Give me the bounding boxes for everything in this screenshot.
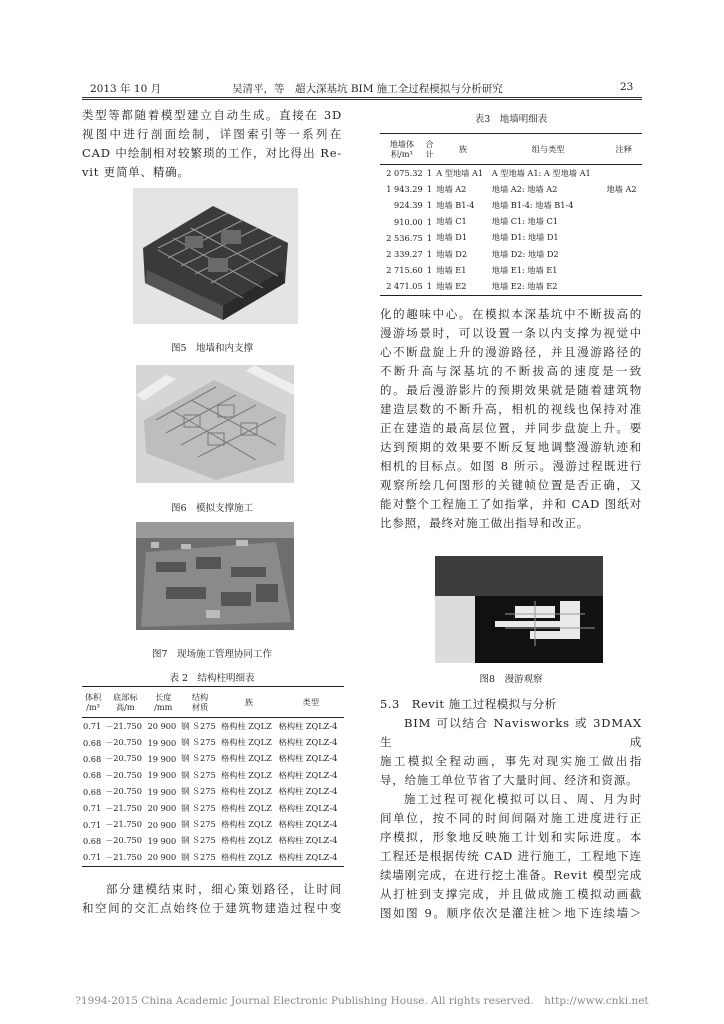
figure-6-caption: 图6 模拟支撑施工: [170, 503, 254, 514]
table-cell: 格构柱 ZQLZ: [221, 753, 272, 764]
table-3-header: 族: [458, 143, 468, 154]
table-cell: [605, 230, 642, 246]
header-date: 2013 年 10 月: [90, 83, 162, 95]
table-2-header: 类型: [302, 696, 320, 707]
table-cell: 地墙 B1-4: 地墙 B1-4: [491, 199, 574, 210]
table-row: [82, 849, 344, 866]
figure-8-caption: 图8 漫游观察: [479, 674, 543, 685]
table-cell: 19 900: [147, 786, 177, 797]
table-cell: 地墙 A2: 地墙 A2: [491, 183, 558, 194]
table-cell: 钢 Ｓ275: [181, 851, 216, 862]
table-cell: －21.750: [105, 720, 142, 731]
figure-5-caption: 图5 地墙和内支撑: [170, 343, 254, 354]
table-row: [82, 784, 344, 800]
table-cell: 格构柱 ZQLZ-4: [278, 835, 338, 846]
table-cell: [605, 246, 642, 262]
table-cell: 0.71: [83, 721, 102, 732]
right-paragraph-1: 化的趣味中心。在模拟本深基坑中不断拔高的 漫游场景时，可以设置一条以内支撑为视觉中 心不断盘旋上升的漫游路径，并且漫游路径的 不断升高与深基坑的不断拔高的速度是一致 的。最后漫游影片的预期效果就是随着建筑物 建造层数的不断升高，相机的视线也保持对准 正在建造的最高层位置，并同步盘旋上升。要 达到预期的效果要不断反复地调整漫游轨迹和 相机的目标点。如图 8 所示。漫游过程既进行 观察所绘几何图形的关键帧位置是否正确，又 能对整个工程施工了如指掌，并和 CAD 图纸对 比参照，最终对施工做出指导和改正。: [380, 307, 642, 530]
table-cell: 0.68: [83, 753, 102, 764]
table-cell: 地墙 E1: 地墙 E1: [491, 264, 558, 275]
table-cell: 格构柱 ZQLZ: [221, 737, 272, 748]
table-cell: 地墙 A2: [606, 183, 637, 194]
table-row: [380, 165, 642, 182]
table-cell: －20.750: [105, 753, 142, 764]
table-cell: 2 715.60: [386, 265, 423, 276]
table-cell: 1: [426, 249, 433, 260]
table-cell: 1: [426, 281, 433, 292]
table-cell: 钢 Ｓ275: [181, 819, 216, 830]
figure-8-image: [435, 556, 603, 663]
table-cell: 19 900: [147, 753, 177, 764]
table-row: [82, 718, 344, 735]
section-heading: 5.3 Revit 施工过程模拟与分析: [380, 697, 557, 711]
figure-6-image: [136, 365, 294, 483]
table-cell: 格构柱 ZQLZ-4: [278, 720, 338, 731]
table-cell: 1: [426, 184, 433, 195]
table-cell: 19 900: [147, 770, 177, 781]
table-cell: －20.750: [105, 737, 142, 748]
table-cell: 地墙 D2: 地墙 D2: [491, 248, 559, 259]
table-cell: 地墙 D1: 地墙 D1: [491, 232, 559, 243]
table-row: [82, 800, 344, 816]
table-cell: 格构柱 ZQLZ-4: [278, 802, 338, 813]
table-row: [380, 230, 642, 246]
table-cell: 格构柱 ZQLZ-4: [278, 851, 338, 862]
table-cell: [605, 214, 642, 230]
table-row: [82, 833, 344, 849]
table-cell: 19 900: [147, 737, 177, 748]
table-cell: 0.68: [83, 737, 102, 748]
copyright-footer: ?1994-2015 China Academic Journal Electronic Publishing House. All rights reserved. http://www.cnki.net: [75, 995, 649, 1007]
table-cell: 地墙 C1: [436, 216, 467, 227]
table-cell: 2 471.05: [386, 281, 423, 292]
table-cell: 格构柱 ZQLZ: [221, 819, 272, 830]
header-title: 吴清平，等 超大深基坑 BIM 施工全过程模拟与分析研究: [232, 83, 503, 95]
table-row: [82, 734, 344, 750]
table-cell: 0.68: [83, 770, 102, 781]
table-2-header: 长度 /mm: [154, 692, 173, 712]
figure-5-image: [133, 188, 298, 324]
table-cell: 2 075.32: [386, 168, 423, 179]
right-paragraph-2: BIM 可以结合 Navisworks 或 3DMAX 生成 施工模拟全程动画，事先对现实施工做出指 导，给施工单位节省了大量时间、经济和资源。 施工过程可视化模拟可以日、周、月为时 间单位，按不同的时间间隔对施工进度进行正 序模拟，形象地反映施工计划和实际进度。本 工程还是根据传统 CAD 进行施工，工程地下连 续墙刚完成，在进行挖土准备。Revit 模型完成 从打桩到支撑完成，并且做成施工模拟动画截 图如图 9。顺序依次是灌注桩＞地下连续墙＞: [380, 716, 642, 920]
table-3: [380, 133, 642, 296]
table-cell: 地墙 D2: [436, 248, 468, 259]
table-cell: 钢 Ｓ275: [181, 753, 216, 764]
figure-7-image: [136, 522, 294, 630]
table-cell: 地墙 E2: 地墙 E2: [491, 280, 558, 291]
table-cell: [605, 262, 642, 278]
table-cell: －20.750: [105, 835, 142, 846]
table-cell: 钢 Ｓ275: [181, 737, 216, 748]
table-row: [82, 816, 344, 832]
page-number: 23: [620, 81, 634, 93]
table-3-header: 合 计: [425, 139, 434, 159]
table-cell: 钢 Ｓ275: [181, 769, 216, 780]
left-paragraph-1: 类型等都随着模型建立自动生成。直接在 3D 视图中进行剖面绘制，详图索引等一系列在 CAD 中绘制相对较繁琐的工作，对比得出 Re- vit 更简单、精确。: [82, 108, 342, 179]
table-cell: 1: [426, 232, 433, 243]
table-cell: 910.00: [394, 216, 423, 227]
table-cell: 1: [426, 168, 433, 179]
table-cell: 地墙 B1-4: [436, 199, 475, 210]
table-cell: 19 900: [147, 835, 177, 846]
table-2-header: 结构 材质: [191, 692, 209, 712]
table-cell: 0.68: [83, 835, 102, 846]
table-cell: A 型地墙 A1: A 型地墙 A1: [491, 167, 591, 178]
table-cell: 格构柱 ZQLZ: [221, 769, 272, 780]
table-2-header: 体积 /m³: [84, 692, 102, 712]
table-cell: 地墙 D1: [436, 232, 468, 243]
table-cell: [605, 278, 642, 295]
table-cell: －20.750: [105, 786, 142, 797]
table-cell: 格构柱 ZQLZ: [221, 851, 272, 862]
table-row: [82, 751, 344, 767]
figure-7-caption: 图7 现场施工管理协同工作: [151, 649, 273, 660]
table-cell: 20 900: [147, 852, 177, 863]
table-cell: [605, 197, 642, 213]
table-cell: 2 536.75: [386, 232, 423, 243]
table-cell: 格构柱 ZQLZ-4: [278, 819, 338, 830]
table-2-header: 族: [244, 696, 253, 707]
table-cell: 1: [426, 265, 433, 276]
table-cell: 地墙 E2: [436, 280, 467, 291]
table-2-caption: 表 2 结构柱明细表: [169, 673, 255, 684]
table-cell: －21.750: [105, 851, 142, 862]
table-row: [380, 181, 642, 197]
table-3-header: 地墙体 积/m³: [389, 139, 415, 159]
table-cell: 格构柱 ZQLZ-4: [278, 753, 338, 764]
table-cell: 格构柱 ZQLZ: [221, 802, 272, 813]
table-cell: 地墙 E1: [436, 264, 467, 275]
table-cell: 20 900: [147, 803, 177, 814]
table-row: [380, 214, 642, 230]
table-cell: 地墙 C1: 地墙 C1: [491, 216, 559, 227]
table-cell: 钢 Ｓ275: [181, 835, 216, 846]
table-cell: 0.71: [83, 803, 102, 814]
table-cell: 格构柱 ZQLZ: [221, 786, 272, 797]
table-cell: －21.750: [105, 819, 142, 830]
table-cell: 0.68: [83, 786, 102, 797]
table-2: [82, 686, 344, 867]
table-3-header: 组与类型: [531, 143, 565, 154]
table-row: [380, 262, 642, 278]
table-cell: －21.750: [105, 802, 142, 813]
left-paragraph-bottom: 部分建模结束时，细心策划路径，让时间 和空间的交汇点始终位于建筑物建造过程中变: [82, 882, 342, 915]
table-cell: 2 339.27: [386, 249, 423, 260]
table-cell: 1 943.29: [386, 184, 423, 195]
table-cell: －20.750: [105, 769, 142, 780]
table-cell: 20 900: [147, 721, 177, 732]
table-cell: 20 900: [147, 819, 177, 830]
header-rule: [82, 97, 642, 98]
table-cell: 格构柱 ZQLZ-4: [278, 769, 338, 780]
table-cell: 钢 Ｓ275: [181, 720, 216, 731]
table-cell: 钢 Ｓ275: [181, 802, 216, 813]
table-cell: 0.71: [83, 819, 102, 830]
table-cell: 格构柱 ZQLZ-4: [278, 786, 338, 797]
table-cell: 1: [426, 216, 433, 227]
table-cell: 格构柱 ZQLZ: [221, 835, 272, 846]
table-cell: 0.71: [83, 852, 102, 863]
table-cell: 924.39: [394, 200, 423, 211]
table-cell: [605, 165, 642, 182]
table-cell: 1: [426, 200, 433, 211]
table-row: [380, 197, 642, 213]
table-row: [380, 246, 642, 262]
table-3-caption: 表3 地墙明细表: [474, 114, 548, 125]
table-2-header: 底部标 高/m: [113, 692, 138, 712]
table-cell: 格构柱 ZQLZ-4: [278, 737, 338, 748]
table-cell: 钢 Ｓ275: [181, 786, 216, 797]
table-row: [380, 278, 642, 295]
table-3-header: 注释: [615, 143, 632, 154]
table-row: [82, 767, 344, 783]
table-cell: 地墙 A2: [436, 183, 467, 194]
header-rule-2: [82, 99, 642, 100]
table-cell: 格构柱 ZQLZ: [221, 720, 272, 731]
table-cell: A 型地墙 A1: [436, 167, 484, 178]
